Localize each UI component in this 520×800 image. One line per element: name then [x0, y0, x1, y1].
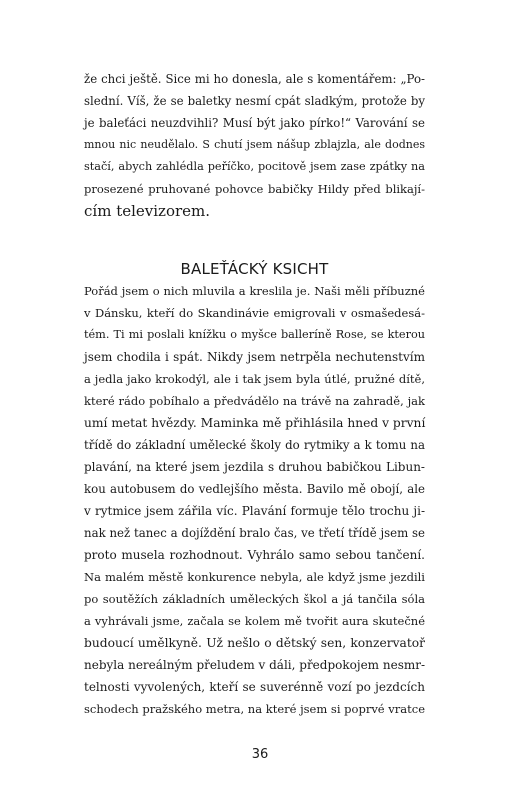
- text-line: cím televizorem.: [84, 202, 211, 220]
- text-line: schodech pražského metra, na které jsem si poprvé vratce: [84, 702, 425, 716]
- text-line: budoucí umělkyně. Už nešlo o dětský sen, konzervatoř: [84, 636, 425, 650]
- text-line: které rádo pobíhalo a předvádělo na trávě na zahradě, jak: [84, 394, 425, 408]
- text-line: že chci ještě. Sice mi ho donesla, ale s komentářem: „Po-: [84, 72, 425, 86]
- page-number: 36: [251, 747, 269, 762]
- section-heading: BALEŤÁCKÝ KSICHT: [180, 260, 329, 278]
- text-line: prosezené pruhované pohovce babičky Hildy před blikají-: [84, 182, 425, 196]
- text-line: plavání, na které jsem jezdila s druhou babičkou Libun-: [84, 460, 425, 474]
- text-line: třídě do základní umělecké školy do rytmiky a k tomu na: [84, 438, 425, 452]
- text-line: Na malém městě konkurence nebyla, ale když jsme jezdili: [84, 570, 425, 584]
- text-line: je baleťáci neuzdvihli? Musí být jako pírko!“ Varování se: [84, 116, 425, 130]
- text-line: tém. Ti mi poslali knížku o myšce balleríně Rose, se kterou: [84, 328, 425, 341]
- text-line: stačí, abych zahlédla peříčko, pocitově jsem zase zpátky na: [84, 160, 425, 173]
- text-line: telnosti vyvolených, kteří se suverénně vozí po jezdcích: [84, 680, 425, 694]
- text-line: nebyla nereálným přeludem v dáli, předpokojem nesmr-: [84, 658, 426, 672]
- text-line: Pořád jsem o nich mluvila a kreslila je. Naši měli příbuzné: [84, 284, 425, 298]
- text-line: umí metat hvězdy. Maminka mě přihlásila hned v první: [84, 416, 426, 430]
- text-line: slední. Víš, že se baletky nesmí cpát sladkým, protože by: [84, 94, 425, 108]
- text-line: a jedla jako krokodýl, ale i tak jsem byla útlé, pružné dítě,: [84, 372, 425, 386]
- text-line: proto musela rozhodnout. Vyhrálo samo sebou tančení.: [84, 548, 425, 562]
- text-line: v rytmice jsem zářila víc. Plavání formuje tělo trochu ji-: [84, 504, 425, 518]
- text-line: kou autobusem do vedlejšího města. Bavilo mě obojí, ale: [84, 482, 425, 496]
- text-line: mnou nic neudělalo. S chutí jsem nášup zblajzla, ale dodnes: [84, 138, 425, 151]
- text-line: nak než tanec a dojíždění bralo čas, ve třetí třídě jsem se: [84, 526, 425, 540]
- text-line: po soutěžích základních uměleckých škol a já tančila sóla: [84, 592, 425, 606]
- text-line: a vyhrávali jsme, začala se kolem mě tvořit aura skutečné: [84, 614, 425, 628]
- text-line: jsem chodila i spát. Nikdy jsem netrpěla nechutenstvím: [84, 350, 425, 364]
- text-line: v Dánsku, kteří do Skandinávie emigrovali v osmašedesá-: [84, 306, 425, 320]
